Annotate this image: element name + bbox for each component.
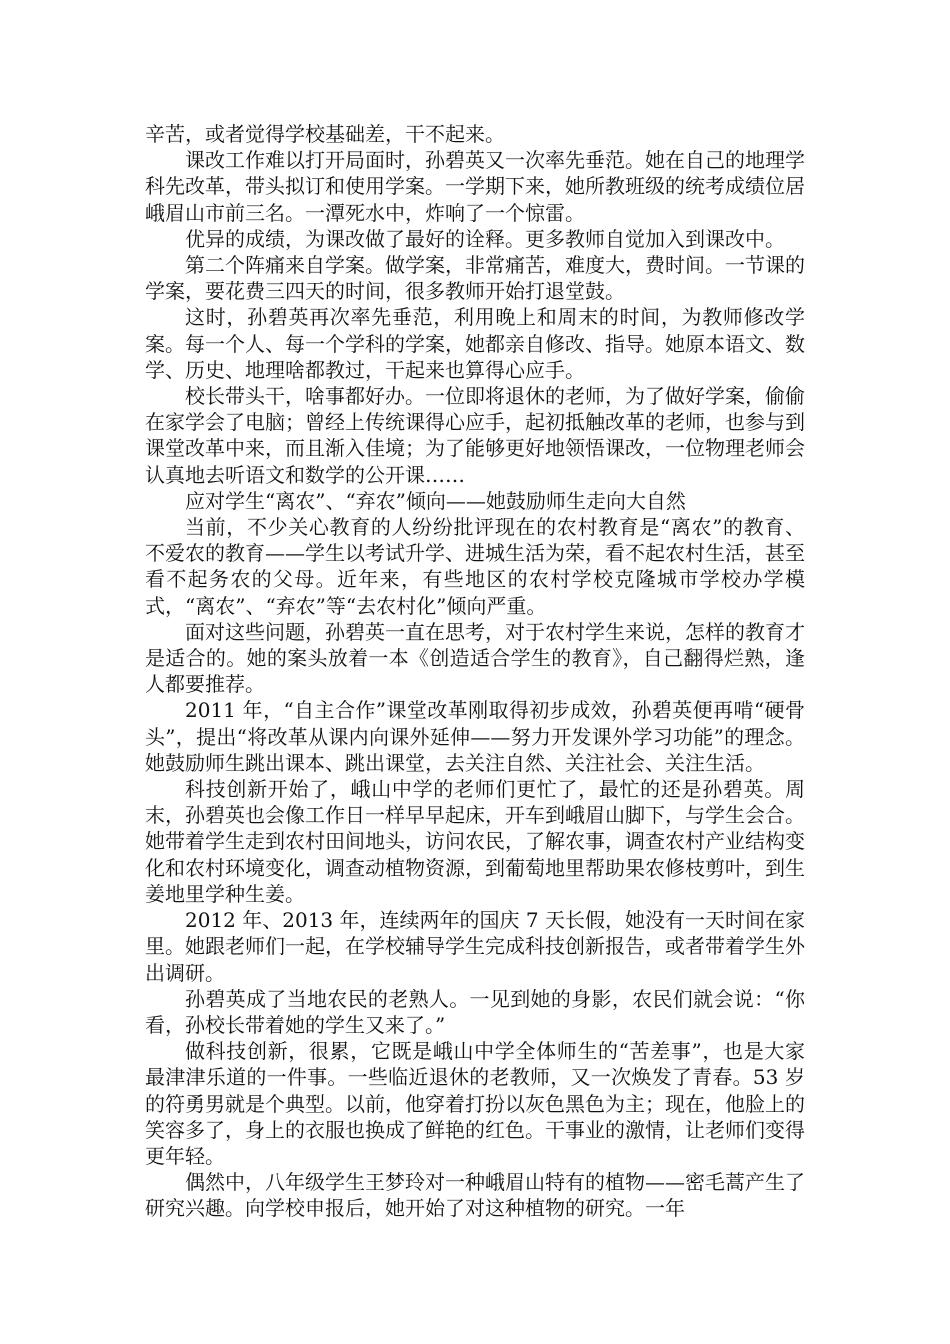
paragraph: 孙碧英成了当地农民的老熟人。一见到她的身影，农民们就会说：“你看，孙校长带着她的学生又来了。” bbox=[145, 986, 805, 1037]
paragraph: 2011 年，“自主合作”课堂改革刚取得初步成效，孙碧英便再啃“硬骨头”，提出“将改革从课内向课外延伸——努力开发课外学习功能”的理念。她鼓励师生跳出课本、跳出课堂，去关注自然、关注社会、关注生活。 bbox=[145, 698, 805, 775]
paragraph: 科技创新开始了，峨山中学的老师们更忙了，最忙的还是孙碧英。周末，孙碧英也会像工作日一样早早起床，开车到峨眉山脚下，与学生会合。她带着学生走到农村田间地头，访问农民，了解农事，调查农村产业结构变化和农村环境变化，调查动植物资源，到葡萄地里帮助果农修枝剪叶，到生姜地里学种生姜。 bbox=[145, 777, 805, 906]
paragraph: 2012 年、2013 年，连续两年的国庆 7 天长假，她没有一天时间在家里。她跟老师们一起，在学校辅导学生完成科技创新报告，或者带着学生外出调研。 bbox=[145, 908, 805, 985]
paragraph: 校长带头干，啥事都好办。一位即将退休的老师，为了做好学案，偷偷在家学会了电脑；曾经上传统课得心应手，起初抵触改革的老师，也参与到课堂改革中来，而且渐入佳境；为了能够更好地领悟课改，一位物理老师会认真地去听语文和数学的公开课…… bbox=[145, 384, 805, 487]
paragraph: 这时，孙碧英再次率先垂范，利用晚上和周末的时间，为教师修改学案。每一个人、每一个学科的学案，她都亲自修改、指导。她原本语文、数学、历史、地理啥都教过，干起来也算得心应手。 bbox=[145, 305, 805, 382]
paragraph: 第二个阵痛来自学案。做学案，非常痛苦，难度大，费时间。一节课的学案，要花费三四天的时间，很多教师开始打退堂鼓。 bbox=[145, 253, 805, 304]
paragraph: 辛苦，或者觉得学校基础差，干不起来。 bbox=[145, 122, 505, 146]
paragraph: 课改工作难以打开局面时，孙碧英又一次率先垂范。她在自己的地理学科先改革，带头拟订和使用学案。一学期下来，她所教班级的统考成绩位居峨眉山市前三名。一潭死水中，炸响了一个惊雷。 bbox=[145, 148, 805, 225]
paragraph: 做科技创新，很累，它既是峨山中学全体师生的“苦差事”，也是大家最津津乐道的一件事。一些临近退休的老教师，又一次焕发了青春。53 岁的符勇男就是个典型。以前，他穿着打扮以灰色黑色为主；现在，他脸上的笑容多了，身上的衣服也换成了鲜艳的红色。干事业的激情，让老师们变得更年轻。 bbox=[145, 1039, 805, 1168]
section-heading: 应对学生“离农”、“弃农”倾向——她鼓励师生走向大自然 bbox=[185, 488, 686, 513]
paragraph: 优异的成绩，为课改做了最好的诠释。更多教师自觉加入到课改中。 bbox=[185, 226, 785, 251]
paragraph: 面对这些问题，孙碧英一直在思考，对于农村学生来说，怎样的教育才是适合的。她的案头放着一本《创造适合学生的教育》，自己翻得烂熟，逢人都要推荐。 bbox=[145, 619, 805, 697]
paragraph: 偶然中，八年级学生王梦玲对一种峨眉山特有的植物——密毛蒿产生了研究兴趣。向学校申报后，她开始了对这种植物的研究。一年 bbox=[145, 1170, 805, 1221]
document-body bbox=[145, 121, 805, 1222]
paragraph: 当前，不少关心教育的人纷纷批评现在的农村教育是“离农”的教育、不爱农的教育——学生以考试升学、进城生活为荣，看不起农村生活，甚至看不起务农的父母。近年来，有些地区的农村学校克隆城市学校办学模式，“离农”、“弃农”等“去农村化”倾向严重。 bbox=[145, 515, 805, 618]
